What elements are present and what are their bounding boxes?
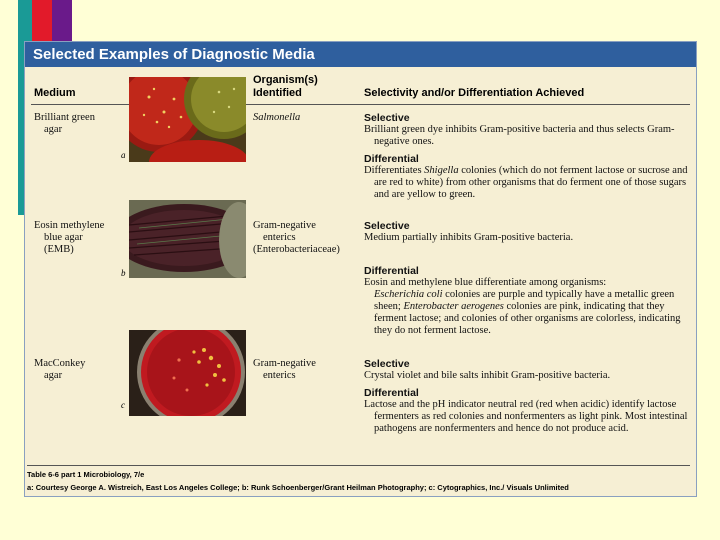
footer-divider	[27, 465, 690, 466]
medium-brilliant-green	[34, 112, 95, 136]
photo-letter-a: a	[121, 150, 126, 160]
differential-text: Lactose and the pH indicator neutral red (red when acidic) identify lactose fermenters as red colonies and nonfermenters as light pink. Most intestinal pathogens are nonfermenters and hence do not produce acid.	[364, 399, 688, 434]
differential-intro: Eosin and methylene blue differentiate among organisms:	[364, 277, 607, 288]
selectivity-macconkey	[364, 358, 692, 435]
table-panel	[24, 41, 697, 497]
photo-macconkey-agar	[129, 330, 246, 416]
medium-line: agar	[44, 124, 63, 135]
selective-label: Selective	[364, 220, 410, 232]
medium-line: (EMB)	[44, 244, 74, 255]
selectivity-emb	[364, 220, 692, 337]
photo-brilliant-green-agar	[129, 77, 246, 162]
medium-emb	[34, 220, 104, 256]
col-selectivity: Selectivity and/or Differentiation Achieved	[364, 87, 585, 99]
selective-text: Crystal violet and bile salts inhibit Gram-positive bacteria.	[364, 370, 611, 381]
selective-label: Selective	[364, 358, 410, 370]
differential-label: Differential	[364, 387, 419, 399]
organism-salmonella	[253, 112, 300, 124]
medium-line: agar	[44, 370, 63, 381]
organism-line: enterics	[263, 232, 296, 243]
table-caption: Table 6-6 part 1 Microbiology, 7/e	[27, 470, 145, 479]
medium-line: Brilliant green	[34, 112, 95, 123]
organism-gram-negative	[253, 358, 316, 382]
differential-label: Differential	[364, 265, 419, 277]
organism-gram-negative-enterics	[253, 220, 340, 256]
col-medium: Medium	[34, 87, 76, 99]
photo-credits: a: Courtesy George A. Wistreich, East Los Angeles College; b: Runk Schoenberger/Grant Heilman Photography; c: Cytographics, Inc./ Visuals Unlimited	[27, 483, 569, 492]
medium-line: Eosin methylene	[34, 220, 105, 231]
selective-text: Medium partially inhibits Gram-positive bacteria.	[364, 232, 574, 243]
photo-letter-c: c	[121, 400, 125, 410]
differential-text: Escherichia coli colonies are purple and typically have a metallic green sheen; Enterobacter aerogenes colonies are pink, indicating that they ferment lactose; and colonies of other organisms are colorless, indicating they do not ferment lactose.	[374, 289, 681, 336]
table-title: Selected Examples of Diagnostic Media	[25, 42, 696, 67]
selective-text: Brilliant green dye inhibits Gram-positive bacteria and thus selects Gram-negative ones.	[364, 124, 675, 147]
medium-macconkey	[34, 358, 85, 382]
differential-label: Differential	[364, 153, 419, 165]
differential-text: Differentiates Shigella colonies (which do not ferment lactose or sucrose and are red to white) from other organisms that do ferment one of those sugars and are yellow to green.	[364, 165, 688, 200]
selective-label: Selective	[364, 112, 410, 124]
col-organism	[253, 74, 318, 100]
col-organism-line1: Organism(s)	[253, 74, 318, 86]
selectivity-brilliant-green	[364, 112, 692, 201]
organism-line: Gram-negative	[253, 358, 316, 369]
organism-line: Salmonella	[253, 112, 301, 123]
photo-emb-agar	[129, 200, 246, 278]
organism-line: (Enterobacteriaceae)	[253, 244, 340, 255]
photo-letter-b: b	[121, 268, 126, 278]
col-organism-line2: Identified	[253, 87, 302, 99]
organism-line: enterics	[263, 370, 296, 381]
medium-line: blue agar	[44, 232, 83, 243]
organism-line: Gram-negative	[253, 220, 316, 231]
medium-line: MacConkey	[34, 358, 86, 369]
